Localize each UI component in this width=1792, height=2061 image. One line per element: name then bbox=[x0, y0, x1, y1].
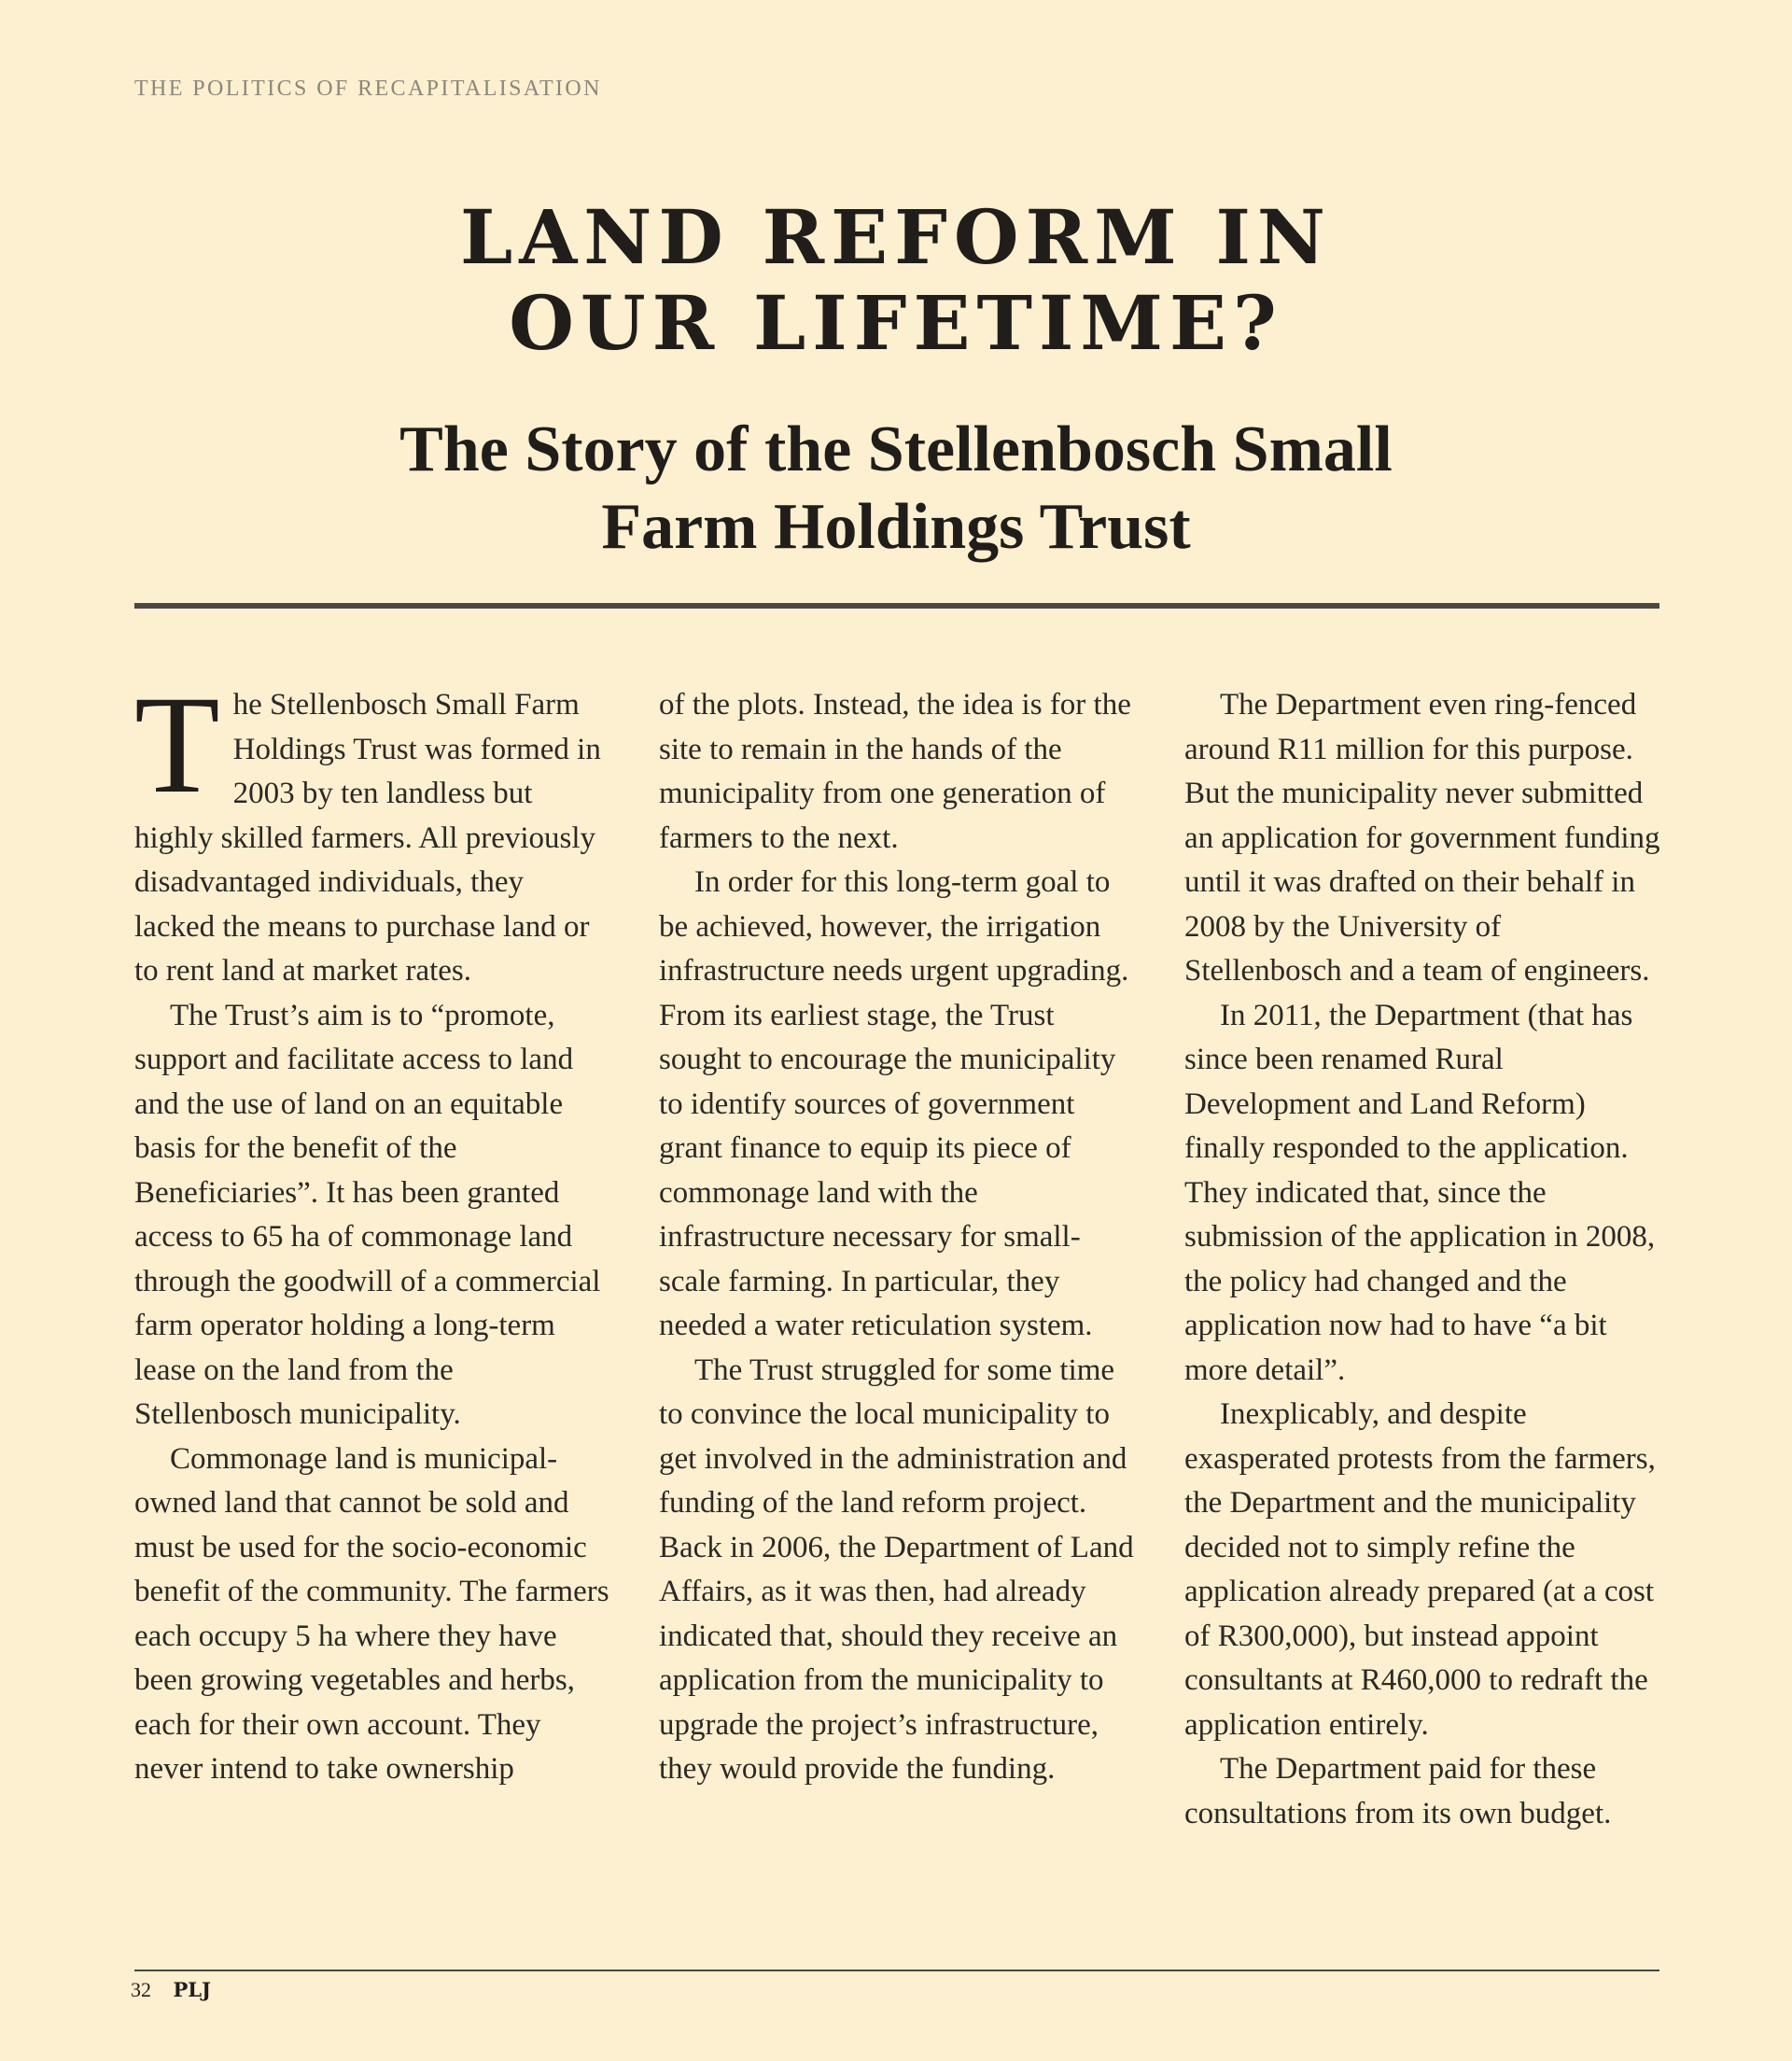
column-1 bbox=[134, 667, 610, 1792]
publication-name: PLJ bbox=[173, 1978, 211, 2001]
article-subtitle bbox=[0, 411, 1792, 566]
subtitle-line-1: The Story of the Stellenbosch Small bbox=[399, 414, 1393, 485]
paragraph: In order for this long-term goal to be achieved, however, the irrigation infrastructure needs urgent upgrading. From its earliest stage, the Trust sought to encourage the municipality to identify sources of government grant finance to equip its piece of commonage land with the infrastructure necessary for small-scale farming. In particular, they needed a water reticulation system. bbox=[659, 865, 1129, 1342]
paragraph: Commonage land is municipal-owned land that cannot be sold and must be used for the socio-economic benefit of the community. The farmers each occupy 5 ha where they have been growing vegetables and herbs, each for their own account. They never intend to take ownership bbox=[134, 1441, 609, 1786]
paragraph: In 2011, the Department (that has since been renamed Rural Development and Land Reform) finally responded to the application. They indicated that, since the submission of the application in 2008, the policy had changed and the application now had to have “a bit more detail”. bbox=[1184, 998, 1656, 1387]
paragraph: The Department paid for these consultations from its own budget. bbox=[1184, 1752, 1612, 1830]
page-number: 32 bbox=[131, 1978, 151, 2001]
running-head: THE POLITICS OF RECAPITALISATION bbox=[134, 77, 602, 101]
title-line-1: LAND REFORM IN bbox=[459, 193, 1333, 281]
article-title bbox=[0, 194, 1792, 366]
subtitle-line-2: Farm Holdings Trust bbox=[601, 491, 1191, 563]
paragraph bbox=[134, 667, 610, 994]
paragraph-text: he Stellenbosch Small Farm Holdings Trust was formed in 2003 by ten landless but highly skilled farmers. All previously disadvantaged individuals, they lacked the means to purchase land or to rent land at market rates. bbox=[134, 688, 601, 988]
paragraph: The Department even ring-fenced around R11 million for this purpose. But the municipality never submitted an application for government funding until it was drafted on their behalf in 2008 by the University of Stellenbosch and a team of engineers. bbox=[1184, 688, 1660, 988]
column-2 bbox=[659, 683, 1135, 1792]
page-footer bbox=[131, 1976, 211, 2004]
article-body bbox=[134, 667, 1660, 1925]
paragraph: The Trust’s aim is to “promote, support and facilitate access to land and the use of land on an equitable basis for the benefit of the Beneficiaries”. It has been granted access to 65 ha of commonage land through the goodwill of a commercial farm operator holding a long-term lease on the land from the Stellenbosch municipality. bbox=[134, 998, 601, 1431]
column-3 bbox=[1184, 683, 1660, 1836]
paragraph: The Trust struggled for some time to convince the local municipality to get involved in the administration and funding of the land reform project. Back in 2006, the Department of Land Affairs, as it was then, had already indicated that, should they receive an application from the municipality to upgrade the project’s infrastructure, they would provide the funding. bbox=[659, 1353, 1134, 1786]
footer-divider bbox=[134, 1970, 1659, 1971]
drop-cap: T bbox=[134, 667, 220, 822]
paragraph: of the plots. Instead, the idea is for the site to remain in the hands of the municipality from one generation of farmers to the next. bbox=[659, 688, 1131, 855]
title-line-2: OUR LIFETIME? bbox=[509, 279, 1283, 367]
title-divider bbox=[134, 603, 1659, 609]
paragraph: Inexplicably, and despite exasperated protests from the farmers, the Department and the municipality decided not to simply refine the application already prepared (at a cost of R300,000), but instead appoint consultants at R460,000 to redraft the application entirely. bbox=[1184, 1397, 1656, 1742]
